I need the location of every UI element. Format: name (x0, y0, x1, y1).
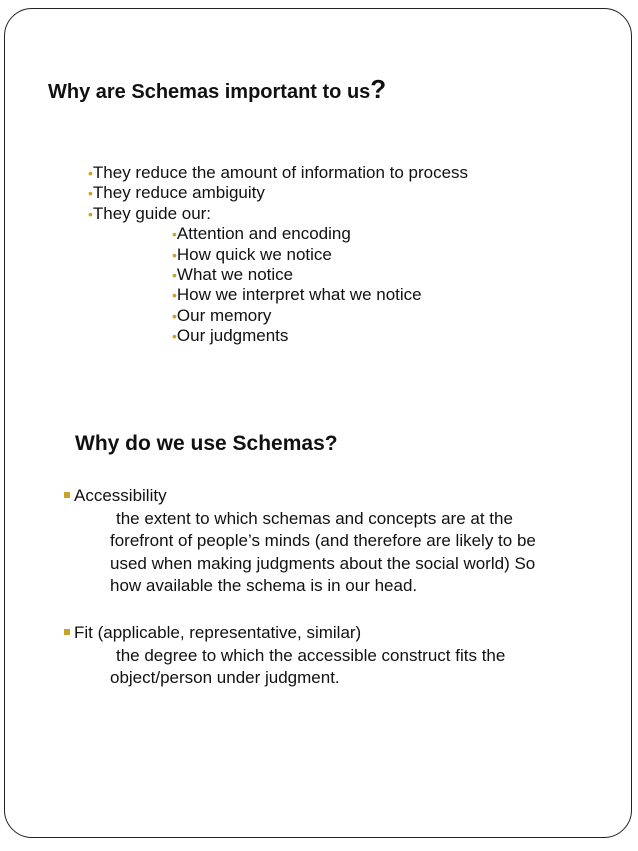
bullet-dot-icon: • (88, 185, 93, 202)
fit-desc-line: the degree to which the accessible construct fits the (116, 645, 506, 665)
accessibility-label: Accessibility (74, 486, 167, 505)
bullet-dot-icon: • (172, 328, 177, 345)
title-question-mark: ? (370, 74, 387, 104)
accessibility-desc-line: forefront of people’s minds (and therefore are likely to be (110, 531, 536, 551)
accessibility-desc-line: the extent to which schemas and concepts are at the (116, 508, 513, 528)
sub-list-item: •What we notice (172, 265, 294, 285)
slide-frame (4, 8, 632, 838)
bullet-dot-icon: • (172, 267, 177, 284)
bullet-dot-icon: • (88, 165, 93, 181)
list-item: •They guide our: (88, 203, 212, 223)
fit-label-row (64, 622, 505, 645)
sub-list-item: •How we interpret what we notice (172, 285, 422, 305)
importance-bullet-list (88, 163, 468, 347)
square-bullet-icon (64, 492, 70, 498)
bullet-dot-icon: • (172, 246, 177, 263)
title-text: Why are Schemas important to us (48, 81, 371, 103)
fit-desc-line: object/person under judgment. (110, 668, 340, 688)
section-title-importance (48, 76, 386, 102)
bullet-dot-icon: • (172, 226, 177, 243)
fit-label: Fit (applicable, representative, similar) (74, 623, 362, 642)
bullet-dot-icon: • (88, 205, 93, 222)
bullet-dot-icon: • (172, 287, 177, 304)
accessibility-label-row (64, 485, 536, 508)
list-item: •They reduce the amount of information to process (88, 163, 469, 182)
bullet-dot-icon: • (172, 307, 177, 324)
fit-block (64, 622, 505, 690)
accessibility-block (64, 485, 536, 598)
list-item: •They reduce ambiguity (88, 183, 265, 203)
sub-list-item: •How quick we notice (172, 244, 332, 264)
sub-list-item: •Our judgments (172, 326, 289, 346)
square-bullet-icon (64, 629, 70, 635)
sub-list-item: •Our memory (172, 305, 272, 325)
section-title-why-use: Why do we use Schemas? (75, 432, 338, 455)
accessibility-desc-line: used when making judgments about the social world) So (110, 553, 536, 573)
accessibility-desc-line: how available the schema is in our head. (110, 576, 418, 596)
sub-list-item: •Attention and encoding (172, 224, 351, 244)
